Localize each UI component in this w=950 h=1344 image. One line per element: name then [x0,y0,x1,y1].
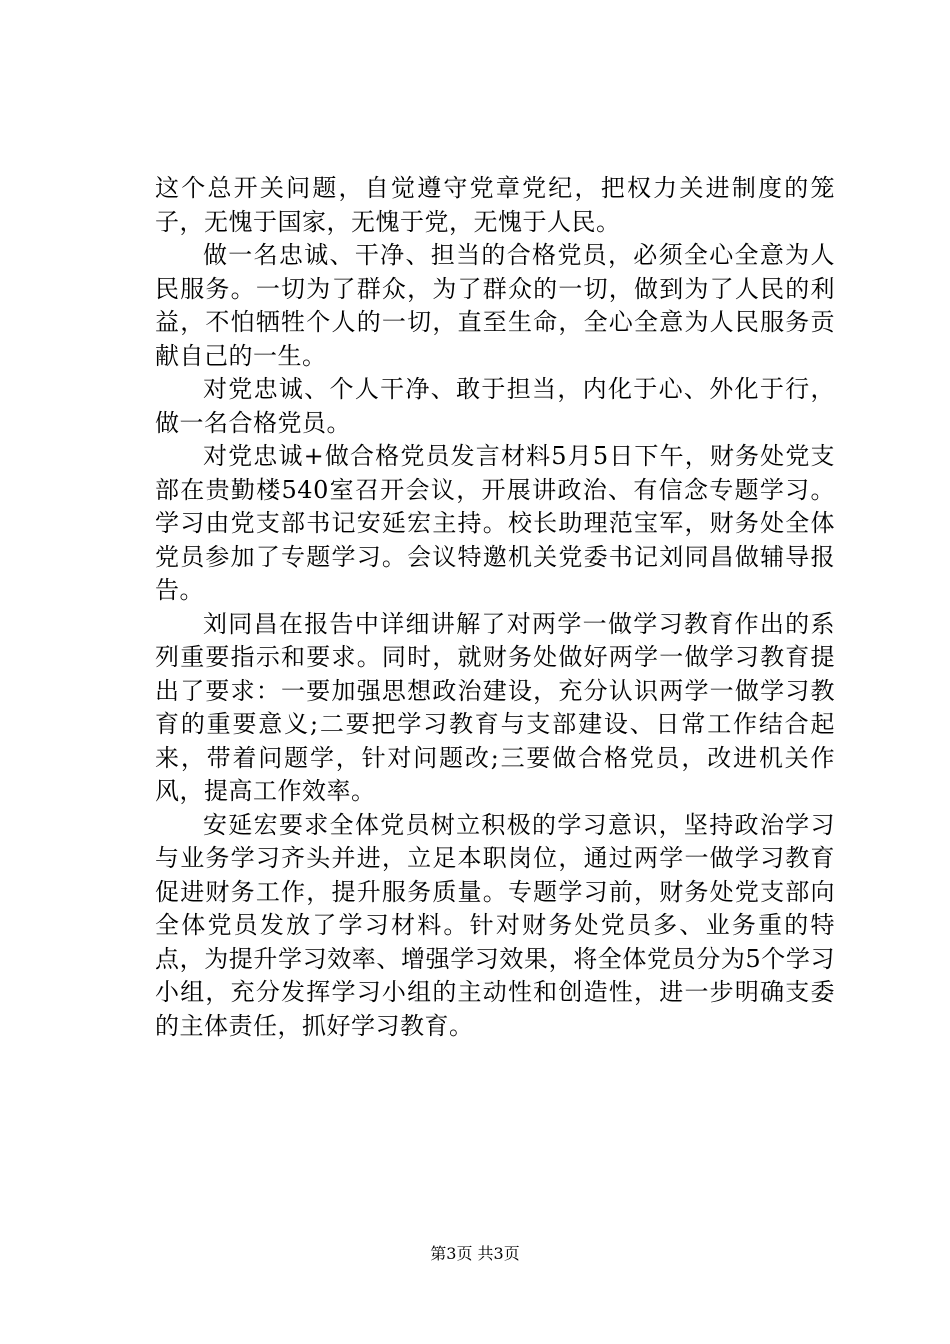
paragraph-1: 这个总开关问题，自觉遵守党章党纪，把权力关进制度的笼子，无愧于国家，无愧于党，无愧于人民。 [155,174,835,236]
paragraph-3: 对党忠诚、个人干净、敢于担当，内化于心、外化于行，做一名合格党员。 [155,375,835,437]
page-footer: 第3页 共3页 [430,1244,520,1263]
paragraph-2: 做一名忠诚、干净、担当的合格党员，必须全心全意为人民服务。一切为了群众，为了群众的一切，做到为了人民的利益，不怕牺牲个人的一切，直至生命，全心全意为人民服务贡献自己的一生。 [155,241,835,370]
paragraph-4: 对党忠诚+做合格党员发言材料5月5日下午，财务处党支部在贵勤楼540室召开会议，开展讲政治、有信念专题学习。学习由党支部书记安延宏主持。校长助理范宝军，财务处全体党员参加了专题学习。会议特邀机关党委书记刘同昌做辅导报告。 [155,442,835,604]
paragraph-6: 安延宏要求全体党员树立积极的学习意识，坚持政治学习与业务学习齐头并进，立足本职岗位，通过两学一做学习教育促进财务工作，提升服务质量。专题学习前，财务处党支部向全体党员发放了学习材料。针对财务处党员多、业务重的特点，为提升学习效率、增强学习效果，将全体党员分为5个学习小组，充分发挥学习小组的主动性和创造性，进一步明确支委的主体责任，抓好学习教育。 [155,810,835,1040]
paragraph-5: 刘同昌在报告中详细讲解了对两学一做学习教育作出的系列重要指示和要求。同时，就财务处做好两学一做学习教育提出了要求：一要加强思想政治建设，充分认识两学一做学习教育的重要意义;二要把学习教育与支部建设、日常工作结合起来，带着问题学，针对问题改;三要做合格党员，改进机关作风，提高工作效率。 [155,609,835,805]
document-body [155,172,835,1043]
